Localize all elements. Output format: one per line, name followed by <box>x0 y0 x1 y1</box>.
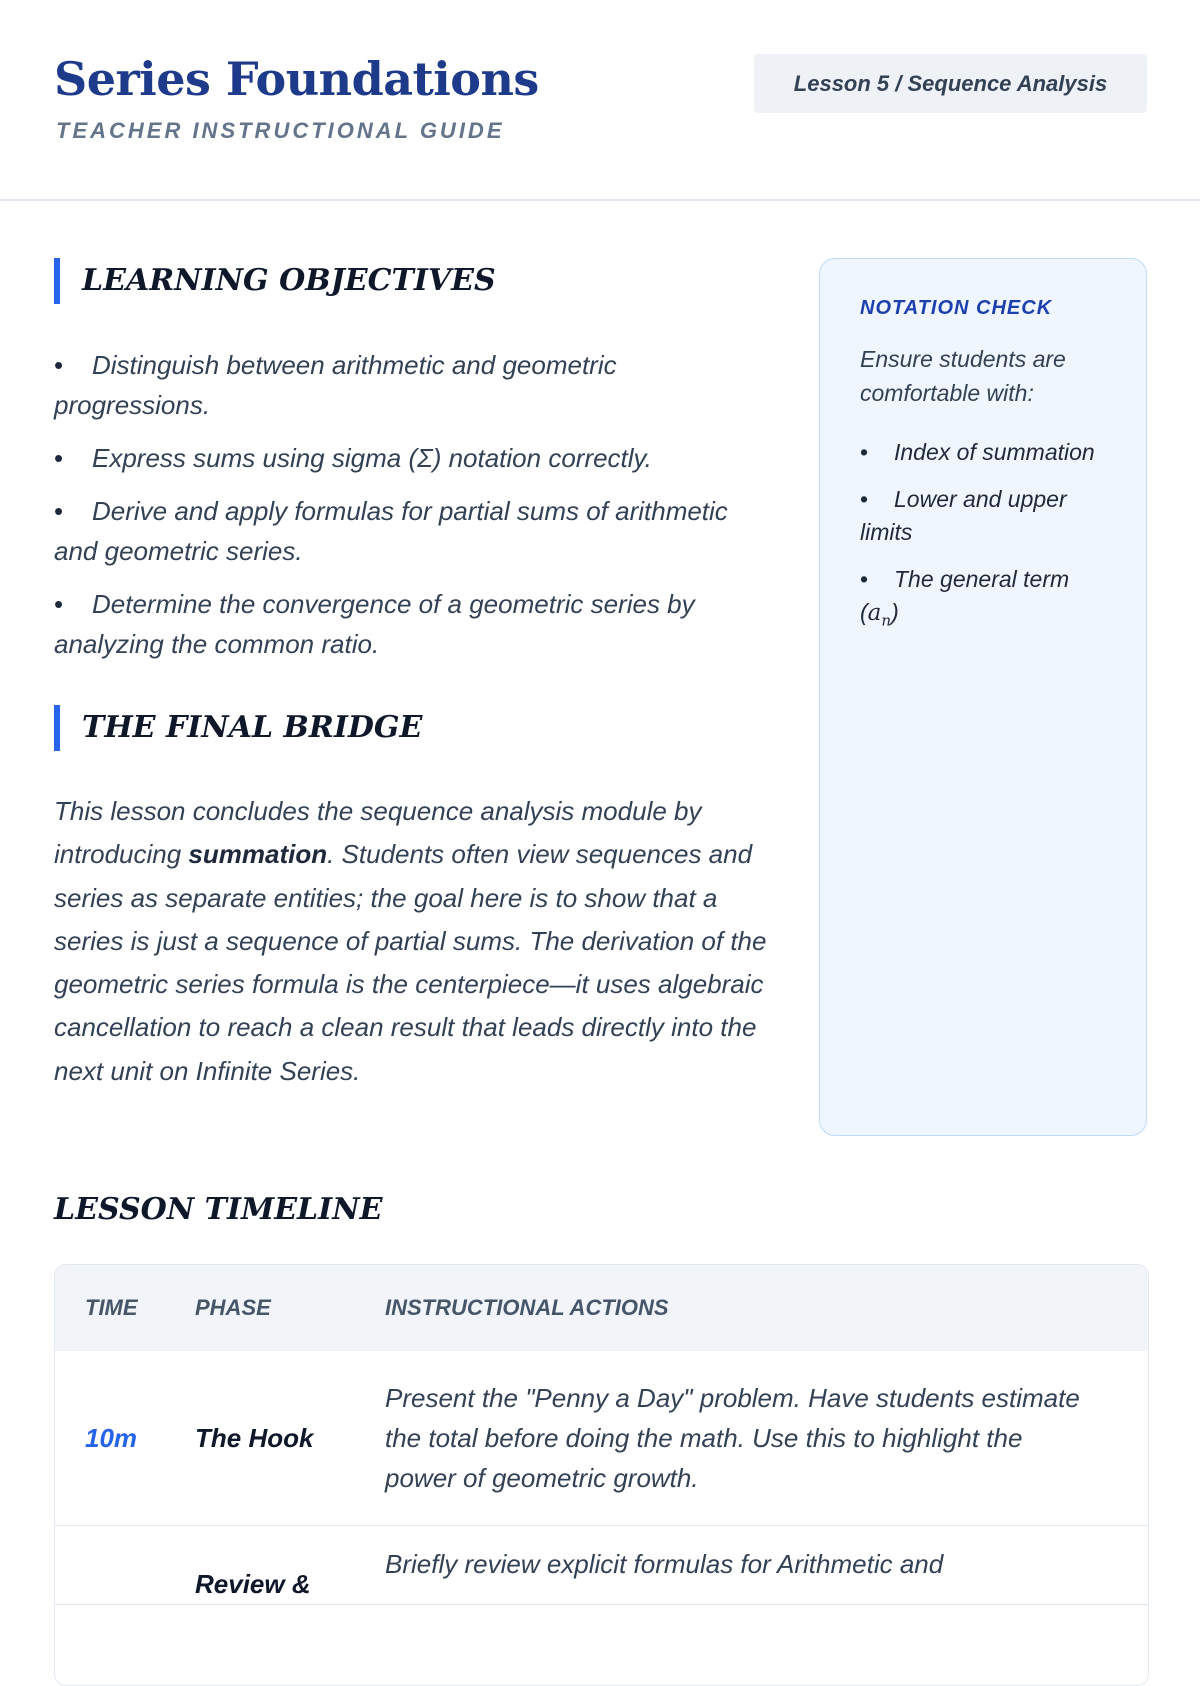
table-row <box>55 1351 1148 1525</box>
page-title: Series Foundations <box>54 52 539 106</box>
lesson-timeline-table <box>54 1264 1149 1686</box>
bullet-icon: • <box>54 350 64 380</box>
list-item: • Distinguish between arithmetic and geometric progressions. <box>54 345 774 425</box>
column-header-actions: INSTRUCTIONAL ACTIONS <box>385 1295 669 1320</box>
bullet-icon: • <box>54 496 64 526</box>
general-term-math: $a_n$ <box>867 600 892 630</box>
column-header-phase: PHASE <box>195 1295 271 1320</box>
lesson-badge: Lesson 5 / Sequence Analysis <box>754 54 1147 113</box>
phase-cell: Review & <box>195 1568 311 1599</box>
sidebar-intro: Ensure students are comfortable with: <box>860 346 1066 406</box>
list-item: • Lower and upper limits <box>860 483 1106 549</box>
time-cell: 10m <box>85 1422 138 1453</box>
table-row <box>55 1525 1148 1604</box>
bullet-icon: • <box>860 566 869 592</box>
list-item: • Derive and apply formulas for partial sums of arithmetic and geometric series. <box>54 491 774 571</box>
bullet-icon: • <box>54 589 64 619</box>
bullet-icon: • <box>54 443 64 473</box>
actions-cell: Present the "Penny a Day" problem. Have students estimate the total before doing the math. Use this to highlight the power of geometric growth. <box>385 1382 1080 1493</box>
time-cell <box>55 1525 165 1604</box>
final-bridge-paragraph: This lesson concludes the sequence analysis module by introducing summation. Students often view sequences and series as separate entities; the goal here is to show that a series is just a sequence of partial sums. The derivation of the geometric series formula is the centerpiece—it uses algebraic cancellation to reach a clean result that leads directly into the next unit on Infinite Series. <box>54 796 767 1086</box>
actions-cell: Briefly review explicit formulas for Arithmetic and <box>385 1548 944 1579</box>
list-item: • Express sums using sigma (Σ) notation correctly. <box>54 438 774 478</box>
final-bridge-heading: THE FINAL BRIDGE <box>54 705 422 751</box>
sidebar-title: NOTATION CHECK <box>860 297 1053 319</box>
list-item: • Determine the convergence of a geometric series by analyzing the common ratio. <box>54 584 774 664</box>
objectives-list <box>54 345 774 677</box>
table-header-row <box>55 1265 1148 1351</box>
phase-cell: The Hook <box>195 1422 314 1453</box>
list-item: • The general term $(a_n)$ <box>860 563 1106 638</box>
notation-check-sidebar <box>819 258 1147 1136</box>
bold-term: summation <box>188 839 328 870</box>
lesson-timeline-heading: LESSON TIMELINE <box>54 1192 383 1227</box>
learning-objectives-heading: LEARNING OBJECTIVES <box>54 258 496 304</box>
bullet-icon: • <box>860 486 869 512</box>
column-header-time: TIME <box>85 1295 138 1320</box>
page-subtitle: TEACHER INSTRUCTIONAL GUIDE <box>56 118 505 143</box>
bullet-icon: • <box>860 439 869 465</box>
list-item: • Index of summation <box>860 436 1106 469</box>
page-header <box>0 0 1200 201</box>
notation-list <box>860 436 1106 638</box>
